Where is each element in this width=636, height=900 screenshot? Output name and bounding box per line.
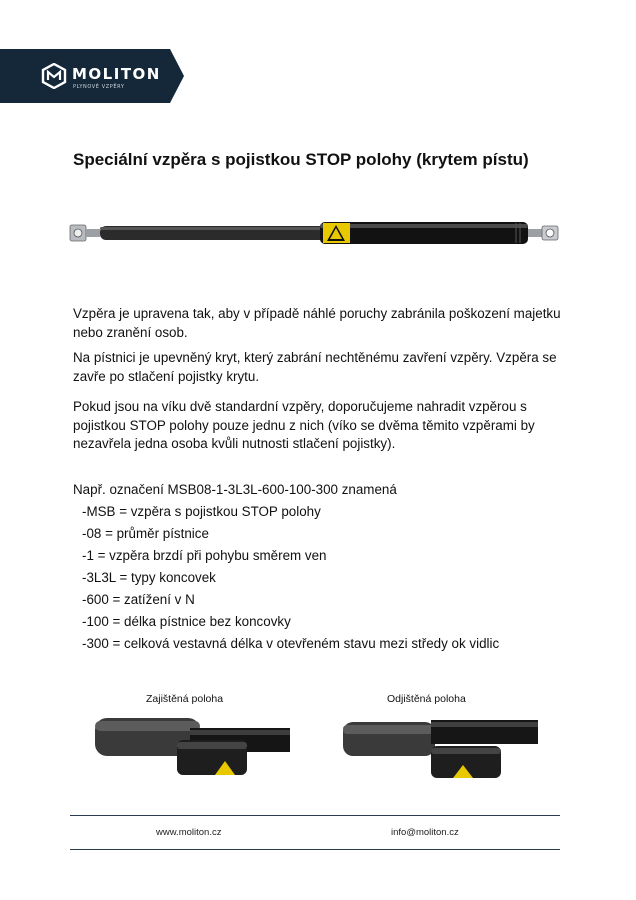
unlocked-position-image xyxy=(343,712,538,787)
page-title: Speciální vzpěra s pojistkou STOP polohy (krytem pístu) xyxy=(73,150,529,169)
footer-divider-top xyxy=(70,815,560,816)
designation-item: -600 = zatížení v N xyxy=(82,592,195,607)
moliton-logo-icon xyxy=(41,63,67,89)
locked-position-image xyxy=(95,712,290,787)
unlocked-position-caption: Odjištěná poloha xyxy=(387,693,466,705)
email-link[interactable]: info@moliton.cz xyxy=(391,827,459,838)
brand-name: MOLITON xyxy=(72,65,161,83)
footer-divider-bottom xyxy=(70,849,560,850)
locked-position-caption: Zajištěná poloha xyxy=(146,693,224,705)
cover-paragraph: Na pístnici je upevněný kryt, který zabrání nechtěnému zavření vzpěry. Vzpěra se zavře po stlačení pojistky krytu. xyxy=(73,350,557,384)
designation-item: -MSB = vzpěra s pojistkou STOP polohy xyxy=(82,504,321,519)
designation-item: -3L3L = typy koncovek xyxy=(82,570,216,585)
recommendation-paragraph: Pokud jsou na víku dvě standardní vzpěry, doporučujeme nahradit vzpěrou s pojistkou STOP polohy pouze jednu z nich (víko se dvěma těmito vzpěrami by nezavřela jedna osoba kvůli nutnosti stlačení pojistky). xyxy=(73,399,535,451)
designation-item: -08 = průměr pístnice xyxy=(82,526,209,541)
designation-example-heading: Např. označení MSB08-1-3L3L-600-100-300 znamená xyxy=(73,482,397,497)
designation-item: -1 = vzpěra brzdí při pohybu směrem ven xyxy=(82,548,327,563)
website-link[interactable]: www.moliton.cz xyxy=(156,827,222,838)
designation-item: -100 = délka pístnice bez koncovky xyxy=(82,614,291,629)
intro-paragraph: Vzpěra je upravena tak, aby v případě náhlé poruchy zabránila poškození majetku nebo zranění osob. xyxy=(73,306,561,340)
brand-tagline: PLYNOVÉ VZPĚRY xyxy=(73,84,125,90)
designation-list xyxy=(82,503,499,657)
gas-spring-image xyxy=(68,213,568,253)
designation-item: -300 = celková vestavná délka v otevřeném stavu mezi středy ok vidlic xyxy=(82,636,500,651)
